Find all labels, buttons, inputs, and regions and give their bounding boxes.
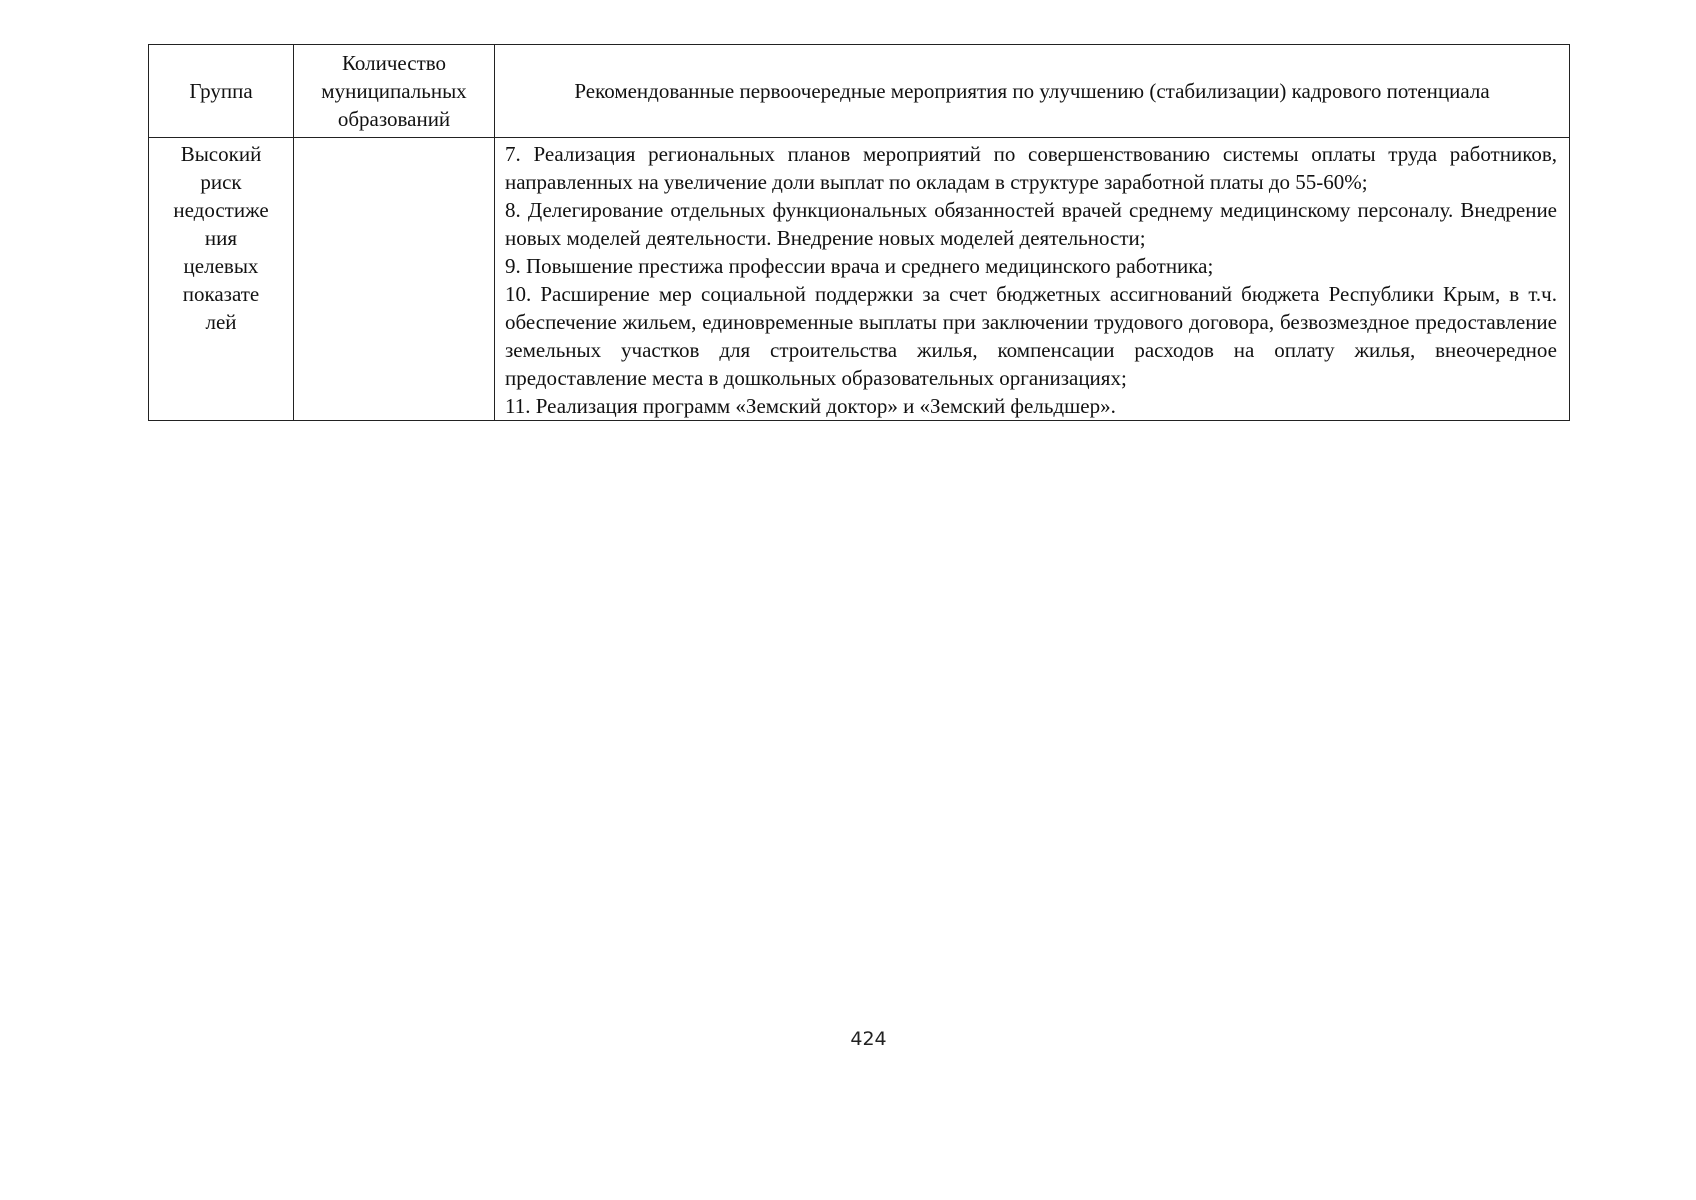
measures-cell bbox=[495, 138, 1570, 421]
table-row bbox=[149, 138, 1570, 421]
group-line: лей bbox=[205, 310, 237, 334]
measure-item-11: 11. Реализация программ «Земский доктор» и «Земский фельдшер». bbox=[505, 394, 1116, 418]
header-municipality-count: Количество муниципальных образований bbox=[294, 45, 495, 138]
staffing-measures-table bbox=[148, 44, 1570, 421]
municipality-count-cell bbox=[294, 138, 495, 421]
measure-item-9: 9. Повышение престижа профессии врача и среднего медицинского работника; bbox=[505, 254, 1214, 278]
measure-item-10: 10. Расширение мер социальной поддержки за счет бюджетных ассигнований бюджета Республики Крым, в т.ч. обеспечение жильем, единовременные выплаты при заключении трудового договора, безвозмездное предоставление земельных участков для строительства жилья, компенсации расходов на оплату жилья, внеочередное предоставление места в дошкольных образовательных организациях; bbox=[505, 282, 1557, 390]
measure-item-8: 8. Делегирование отдельных функциональных обязанностей врачей среднему медицинскому персоналу. Внедрение новых моделей деятельности. Внедрение новых моделей деятельности; bbox=[505, 198, 1557, 250]
group-line: Высокий bbox=[180, 142, 262, 166]
group-line: показате bbox=[182, 282, 260, 306]
group-line: недостиже bbox=[173, 198, 269, 222]
group-line: риск bbox=[200, 170, 242, 194]
group-line: целевых bbox=[183, 254, 259, 278]
measure-item-7: 7. Реализация региональных планов мероприятий по совершенствованию системы оплаты труда работников, направленных на увеличение доли выплат по окладам в структуре заработной платы до 55-60%; bbox=[505, 142, 1557, 194]
header-group: Группа bbox=[149, 45, 294, 138]
table-header-row bbox=[149, 45, 1570, 138]
group-line: ния bbox=[204, 226, 238, 250]
header-recommended-measures: Рекомендованные первоочередные мероприятия по улучшению (стабилизации) кадрового потенциала bbox=[495, 45, 1570, 138]
group-cell bbox=[149, 138, 294, 421]
page-number: 424 bbox=[850, 1028, 887, 1050]
